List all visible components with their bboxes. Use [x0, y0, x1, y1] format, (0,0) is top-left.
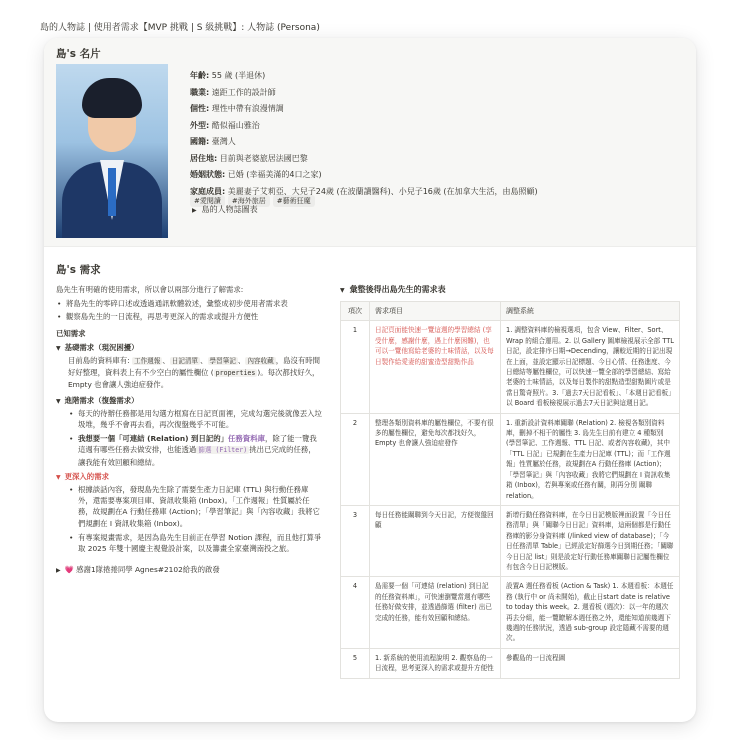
table-cell[interactable]: 新增行動任務資料庫，在今日日記模版裡面設置「今日任務清單」與「關聯今日日記」資料庫，這兩個都是行動任務庫的影分身資料庫 (/linked view of database)；「今日任務清單 Table」已經設定好篩選今日到期任務；「關聯今日日記 list」則是設定好行動任務庫關聯日記屬性欄位有包含今日日記模版。: [501, 505, 680, 576]
property-age: 年齡: 55 歲 (半退休): [190, 71, 266, 80]
basic-needs-toggle[interactable]: ▼ 基礎需求（現況困擾）: [56, 342, 139, 352]
triangle-down-icon[interactable]: ▼: [56, 473, 61, 481]
list-item: • 每天的待辦任務都是用勾選方框寫在日記頁面裡，完成勾選完後就像丟入垃圾堆，幾乎不會再去看，再次復盤幾乎不可能。: [68, 408, 322, 430]
breadcrumb[interactable]: 島的人物誌 | 使用者需求【MVP 挑戰 | S 級挑戰】: 人物誌 (Persona): [40, 23, 320, 33]
chip: 學習筆記: [209, 357, 236, 366]
property-list: [190, 68, 538, 200]
column-header[interactable]: 調整系統: [501, 302, 680, 321]
table-cell[interactable]: 整理各類別資料庫的屬性欄位，不要有很多的屬性欄位，避免每次都找好久，Empty 也會讓人強迫症發作: [370, 413, 501, 505]
table-cell[interactable]: 2: [341, 413, 370, 505]
table-cell[interactable]: 每日任務能關聯到今天日記，方便復盤回顧: [370, 505, 501, 576]
table-row: [341, 505, 680, 576]
property-marital: 婚姻狀態: 已婚 (幸福美滿的4口之家): [190, 170, 322, 179]
requirements-table: [340, 301, 680, 679]
column-header[interactable]: 需求項目: [370, 302, 501, 321]
table-cell[interactable]: 設置A 週任務看板 (Action & Task) 1. 本週看板：本週任務 (執行中 or 尚未開始)，截止日start date is relative to today this week。2. 週看板 (週次)：以一年的週次再去分組，能一覽瞭解本週任務之外，還能知道前幾週下幾週的任務狀況，透過 sub-group 設定隱藏不需要的週次。: [501, 577, 680, 648]
known-needs-heading: 已知需求: [56, 328, 86, 338]
list-item: • 觀察島先生的一日流程，再思考更深入的需求或提升方便性: [56, 311, 322, 322]
table-cell[interactable]: 1. 調整資料庫的檢視選項，包含 View、Filter、Sort、Wrap 的組合運用。2. 以 Gallery 圖庫檢視展示全部 TTL 日記，設定排序日期→Decending，讓較近期的日記出現在上面，並設定顯示日記標題、今日心情、任務進度、今日總結等屬性欄位，可以快速一覽全部的學習總結、寫給老婆的土味情話，以及每日製作的甜點造型甜點圖片或是當日驚奇照片。3.「過去7天日記看板」、「本週日記看板」以 Board 看板檢視展示過去7天日記與這週日記。: [501, 321, 680, 413]
table-cell[interactable]: 1: [341, 321, 370, 413]
deeper-needs-toggle[interactable]: ▼ 更深入的需求: [56, 471, 109, 481]
property-appearance: 外型: 酷似福山雅治: [190, 120, 260, 130]
table-cell[interactable]: 3: [341, 505, 370, 576]
profile-title: 島's 名片: [56, 48, 101, 60]
table-cell[interactable]: 參觀島的一日流程圖: [501, 648, 680, 678]
table-cell[interactable]: 4: [341, 577, 370, 648]
table-cell[interactable]: 1. 新系統的使用流程說明 2. 觀察島的一日流程，思考更深入的需求或提升方便性: [370, 648, 501, 678]
property-nationality: 國籍: 臺灣人: [190, 137, 236, 146]
tag[interactable]: #藝術狂魔: [273, 195, 315, 207]
property-residence: 居住地: 目前與老婆旅居法國巴黎: [190, 153, 308, 163]
column-header[interactable]: 項次: [341, 302, 370, 321]
thanks-toggle[interactable]: ▶ 💗 感謝1隊捲捲同學 Agnes#2102給我的啟發: [56, 565, 220, 575]
table-row: [341, 577, 680, 648]
property-job: 職業: 遠距工作的設計師: [190, 87, 276, 97]
table-cell[interactable]: 日記頁面能快速一覽這週的學習總結 (享受什麼，感謝什麼，遇上什麼困難)，也可以一覽他寫給老婆的土味情話，以及每日製作給愛妻的甜蜜造型甜點作品: [370, 321, 501, 413]
triangle-down-icon[interactable]: ▼: [56, 344, 61, 352]
avatar: [56, 64, 168, 238]
requirements-table-section: [340, 284, 678, 679]
advanced-needs-toggle[interactable]: ▼ 進階需求（復盤需求）: [56, 395, 139, 405]
basic-needs-text: 目前島的資料庫有: 工作週報 、 日記清單 、 學習筆記 、 內容收藏 ，島沒有時間好好整理，資料表上有不少空白的屬性欄位 ( properties )。每次都找好久，Empty 也會讓人強迫症發作。: [68, 356, 321, 390]
persona-chart-toggle[interactable]: ▶ 島的人物誌圖表: [192, 205, 258, 214]
chip: 日記清單: [171, 357, 199, 366]
table-cell[interactable]: 島需要一個「可連結 (relation) 到日記的任務資料庫」，可快速瀏覽當週有哪些任務好做安排，並透過篩選 (filter) 出已完成的任務，能有效回顧和總結。: [370, 577, 501, 648]
triangle-down-icon[interactable]: ▼: [56, 397, 61, 405]
table-toggle[interactable]: ▼ 彙整後得出島先生的需求表: [340, 285, 446, 294]
tag[interactable]: #海外旅居: [228, 195, 270, 207]
table-cell[interactable]: 1. 重新設計資料庫關聯 (Relation) 2. 檢視各類別資料庫，刪掉不相干的屬性 3. 島先生目前有建立 4 種類別 (學習筆記、工作週報、TTL 日記、或者內容收藏)，其中「TTL 日記」已規劃在生產力日記庫 (TTL)；而「工作週報」性質屬於任務，故規劃在A 行動任務庫 (Action)；「學習筆記」與「內容收藏」我將它們規劃在 I 資訊收集箱 (Inbox)，若與專案或任務有關，則再分別 關聯 relation。: [501, 413, 680, 505]
property-personality: 個性: 理性中帶有浪漫情調: [190, 104, 284, 113]
chip: 工作週報: [133, 357, 161, 366]
table-row: [341, 321, 680, 413]
property-family: 家庭成員: 美麗妻子艾莉亞、大兒子24歲 (在波蘭讀醫科)、小兒子16歲 (在加拿大生活，由島照顧): [190, 186, 538, 196]
triangle-right-icon[interactable]: ▶: [192, 207, 197, 214]
needs-intro: 島先生有明確的使用需求，所以會以兩部分進行了解需求:: [56, 285, 244, 294]
list-item: • 根據談話內容，發現島先生除了需要生產力日記庫 (TTL) 與行動任務庫外，還需要專案項目庫、資訊收集箱 (Inbox)。「工作週報」性質屬於任務，故規劃在A 行動任務庫 (Action)；「學習筆記」與「內容收藏」我將它們規劃在 I 資訊收集箱 (Inbox)。: [68, 484, 322, 529]
tag[interactable]: #愛閱讀: [190, 195, 225, 207]
table-row: [341, 413, 680, 505]
chip: 內容收藏: [247, 357, 274, 366]
table-cell[interactable]: 5: [341, 648, 370, 678]
needs-column: [56, 284, 322, 577]
table-row: [341, 648, 680, 678]
needs-title: 島's 需求: [56, 264, 101, 276]
table-header-row: [341, 302, 680, 321]
triangle-right-icon[interactable]: ▶: [56, 567, 61, 575]
list-item: • 有專案規畫需求，是因為島先生目前正在學習 Notion 課程，而且他打算爭取 2025 年雙十國慶主視覺設計案，以及籌畫全家臺灣南投之旅。: [68, 532, 322, 554]
list-item: • 我想要一個「可連結 (Relation) 到日記的」任務資料庫，除了能一覽我這週有哪些任務去做安排，也能透過 篩選 (Filter) 挑出已完成的任務，讓我能有效回顧和總結。: [68, 433, 322, 468]
code-inline: properties: [215, 369, 256, 378]
profile-section: [44, 38, 696, 247]
persona-card: [44, 38, 696, 722]
triangle-down-icon[interactable]: ▼: [340, 287, 345, 294]
list-item: • 將島先生的零碎口述或透過通訊軟體敘述，彙整成初步使用者需求表: [56, 298, 322, 309]
